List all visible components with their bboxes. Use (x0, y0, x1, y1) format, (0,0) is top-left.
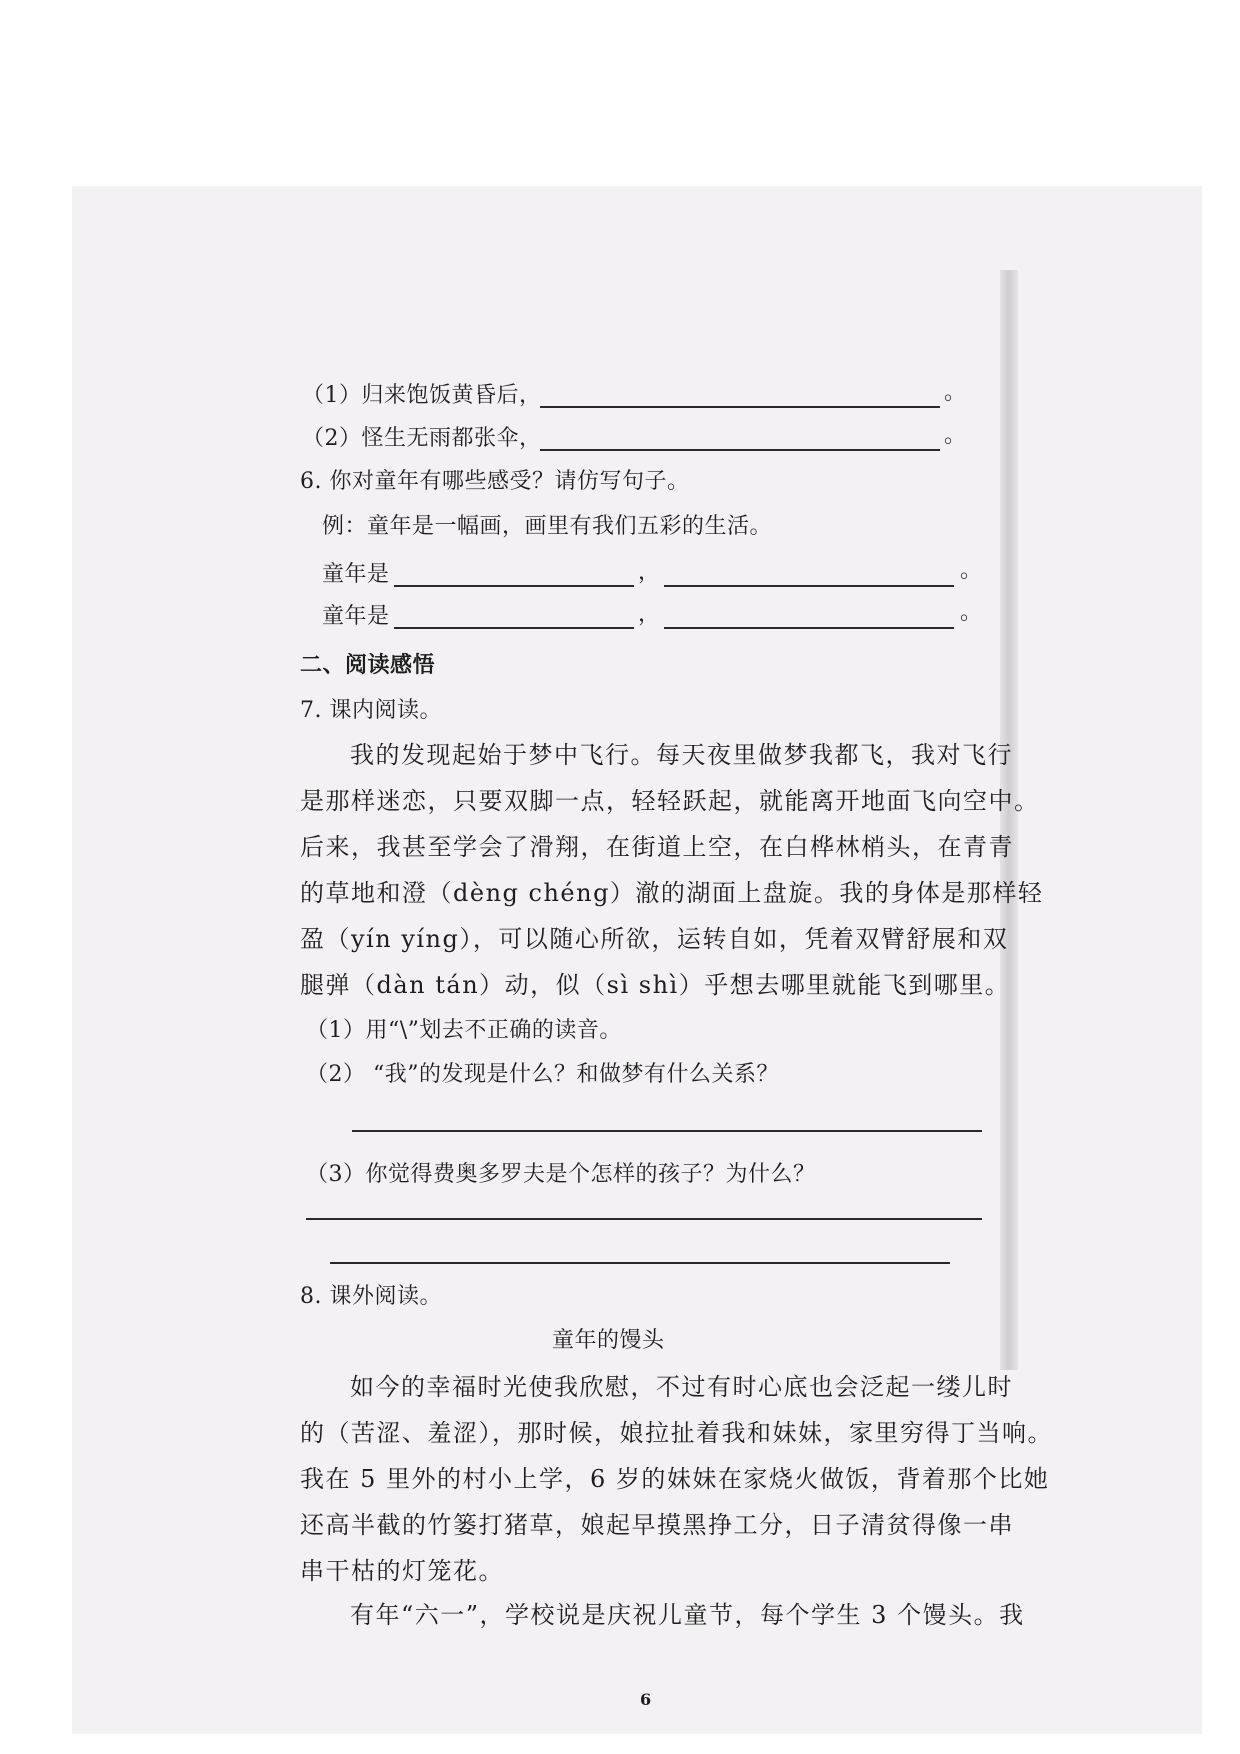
q6-line-b-blank-2[interactable] (664, 627, 954, 629)
q6-line-a-blank-1[interactable] (394, 585, 634, 587)
q6-line-a-blank-2[interactable] (664, 585, 954, 587)
q8-title: 8. 课外阅读。 (300, 1284, 442, 1309)
q7-sub-1: （1）用“\”划去不正确的读音。 (306, 1018, 622, 1043)
q8-passage-line-6: 有年“六一”，学校说是庆祝儿童节，每个学生 3 个馒头。我 (350, 1601, 1025, 1629)
q8-passage-line-3: 我在 5 里外的村小上学，6 岁的妹妹在家烧火做饭，背着那个比她 (300, 1465, 1050, 1493)
q6-line-a-end: 。 (960, 558, 983, 583)
q5-item-1-text: （1）归来饱饭黄昏后， (302, 383, 542, 408)
q5-item-2-blank[interactable] (540, 449, 940, 451)
q5-item-1-end: 。 (944, 380, 967, 405)
q6-prompt: 6. 你对童年有哪些感受？请仿写句子。 (300, 469, 690, 494)
q7-sub-3-answer-line-2[interactable] (330, 1262, 950, 1264)
section-2-heading: 二、阅读感悟 (300, 652, 436, 678)
q5-item-2 (302, 424, 542, 454)
q7-sub-3-answer-line-1[interactable] (306, 1218, 982, 1220)
q5-item-2-end: 。 (944, 423, 967, 448)
q6-line-b-blank-1[interactable] (394, 627, 634, 629)
q8-passage-line-2: 的（苦涩、羞涩），那时候，娘拉扯着我和妹妹，家里穷得丁当响。 (300, 1419, 1053, 1447)
q7-passage-line-4: 的草地和澄（dèng chéng）澈的湖面上盘旋。我的身体是那样轻 (300, 879, 1044, 907)
q7-sub-3: （3）你觉得费奥多罗夫是个怎样的孩子？为什么？ (306, 1162, 816, 1187)
q6-line-a-label: 童年是 (322, 562, 390, 587)
q7-passage-line-6: 腿弹（dàn tán）动，似（sì shì）乎想去哪里就能飞到哪里。 (300, 971, 1011, 999)
page-number: 6 (640, 1690, 652, 1709)
q6-line-b-comma: ， (638, 602, 661, 627)
q5-item-1 (302, 381, 542, 411)
scan-edge-shadow (1000, 270, 1018, 1370)
q5-item-2-text: （2）怪生无雨都张伞， (302, 426, 542, 451)
q6-line-b-end: 。 (960, 600, 983, 625)
q7-passage-line-2: 是那样迷恋，只要双脚一点，轻轻跃起，就能离开地面飞向空中。 (300, 787, 1040, 815)
q5-item-1-blank[interactable] (540, 406, 940, 408)
q7-sub-2-answer-line[interactable] (352, 1130, 982, 1132)
q7-sub-2: （2） “我”的发现是什么？和做梦有什么关系？ (306, 1062, 779, 1087)
paper-sheet (72, 186, 1202, 1734)
q6-line-a-comma: ， (638, 560, 661, 585)
q7-passage-line-1: 我的发现起始于梦中飞行。每天夜里做梦我都飞，我对飞行 (350, 741, 1013, 769)
q8-passage-line-1: 如今的幸福时光使我欣慰，不过有时心底也会泛起一缕儿时 (350, 1373, 1013, 1401)
q8-passage-line-4: 还高半截的竹篓打猪草，娘起早摸黑挣工分，日子清贫得像一串 (300, 1511, 1014, 1539)
q6-example: 例：童年是一幅画，画里有我们五彩的生活。 (322, 514, 773, 539)
q7-title: 7. 课内阅读。 (300, 698, 442, 723)
q6-line-b-label: 童年是 (322, 604, 390, 629)
q7-passage-line-5: 盈（yín yíng），可以随心所欲，运转自如，凭着双臂舒展和双 (300, 925, 1009, 953)
q8-story-title: 童年的馒头 (552, 1328, 665, 1353)
q8-passage-line-5: 串干枯的灯笼花。 (300, 1557, 504, 1585)
q7-passage-line-3: 后来，我甚至学会了滑翔，在街道上空，在白桦林梢头，在青青 (300, 833, 1014, 861)
